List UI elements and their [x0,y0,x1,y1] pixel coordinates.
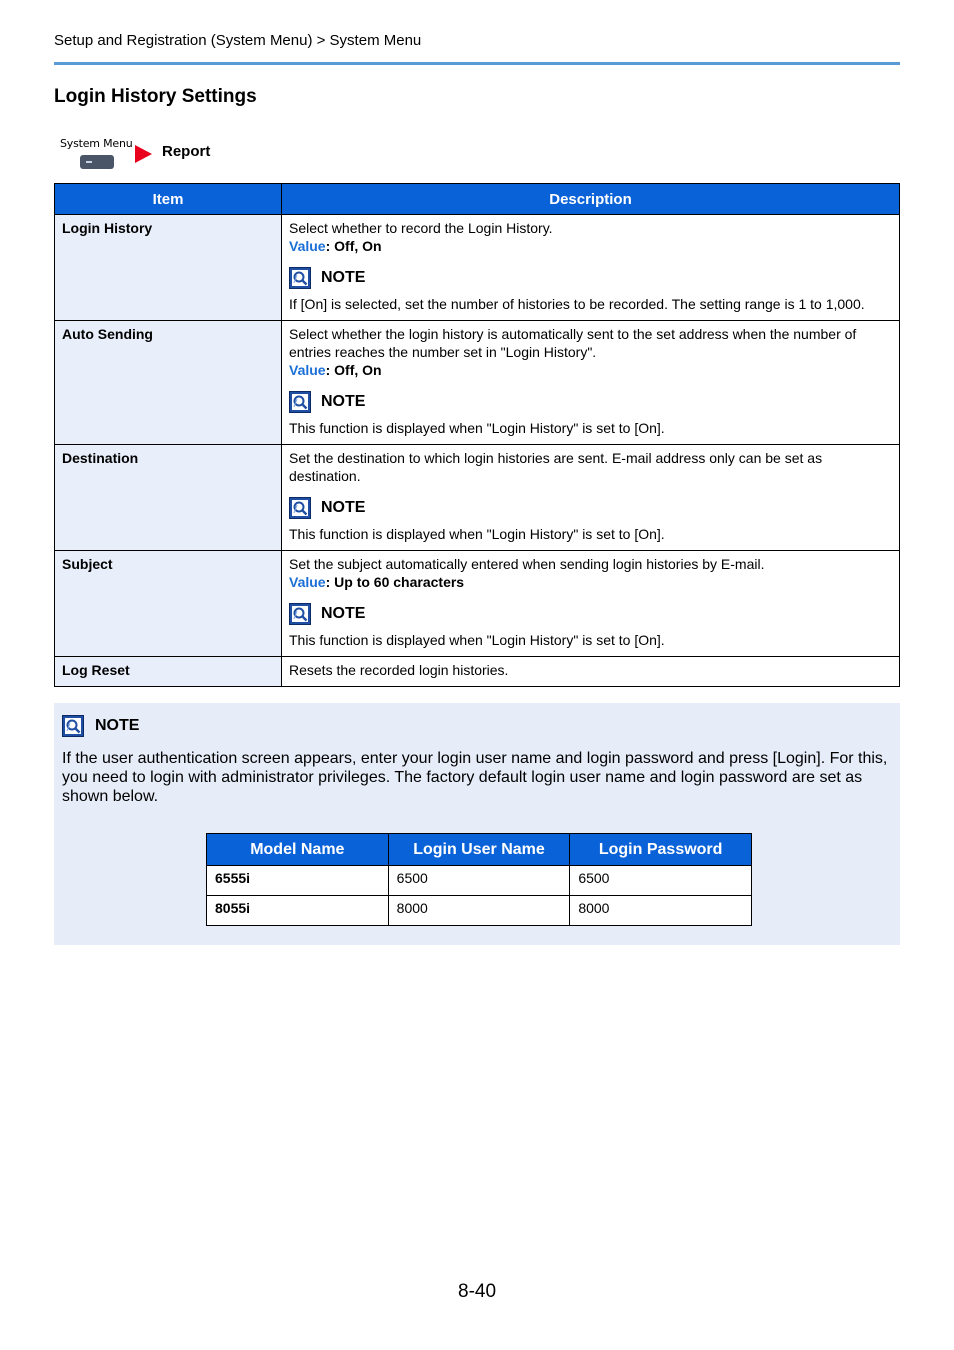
note-icon [289,391,311,413]
setting-item-cell: Subject [55,551,282,657]
setting-value-line [289,361,892,379]
login-password-cell: 8000 [570,896,752,926]
menu-path [58,136,358,176]
note-icon [289,603,311,625]
note-box-header [62,715,139,737]
note-icon [62,715,84,737]
note-title: NOTE [321,499,366,516]
note-title: NOTE [321,393,366,410]
setting-description: Set the destination to which login histories are sent. E-mail address only can be set as destination. [289,450,823,484]
setting-item-cell: Auto Sending [55,321,282,445]
system-menu-key [58,136,133,172]
note-box-title: NOTE [95,717,140,734]
table-row [55,657,900,687]
setting-description-cell [282,321,900,445]
value-label: Value [289,362,326,378]
system-menu-key-label: System Menu [60,137,133,150]
column-header-login-password: Login Password [570,834,752,866]
setting-description-cell [282,215,900,321]
setting-note-text: This function is displayed when "Login History" is set to [On]. [289,526,665,542]
credentials-header-row [207,834,752,866]
table-row [55,445,900,551]
setting-description: Select whether to record the Login History. [289,220,553,236]
setting-item-cell: Destination [55,445,282,551]
column-header-login-user-name: Login User Name [388,834,570,866]
setting-item-cell: Log Reset [55,657,282,687]
setting-value: : Off, On [325,362,382,378]
setting-description: Select whether the login history is automatically sent to the set address when the number of entries reaches the number set in "Login History". [289,326,857,360]
value-label: Value [289,238,326,254]
table-row [55,215,900,321]
setting-note-text: This function is displayed when "Login History" is set to [On]. [289,632,665,648]
setting-description-cell [282,445,900,551]
table-row [55,551,900,657]
note-icon [289,497,311,519]
page-number: 8-40 [458,1281,497,1302]
model-name-cell: 6555i [207,866,389,896]
setting-value-line [289,573,892,591]
setting-note-text: This function is displayed when "Login History" is set to [On]. [289,420,665,436]
note-title: NOTE [321,269,366,286]
arrow-right-icon [135,145,152,163]
note-icon [289,267,311,289]
section-title: Login History Settings [54,86,257,107]
settings-table-header-row [55,184,900,215]
header-rule [54,62,900,65]
setting-note-text: If [On] is selected, set the number of histories to be recorded. The setting range is 1 to 1,000. [289,296,865,312]
note-header [289,601,892,627]
menu-path-target: Report [162,143,211,160]
setting-description-cell [282,657,900,687]
model-name-cell: 8055i [207,896,389,926]
value-label: Value [289,574,326,590]
setting-value: : Up to 60 characters [325,574,465,590]
column-header-item: Item [55,184,282,215]
column-header-description: Description [282,184,900,215]
table-row [207,896,752,926]
setting-description-cell [282,551,900,657]
credentials-table [206,833,752,926]
column-header-model-name: Model Name [207,834,389,866]
system-menu-key-icon [80,155,114,169]
note-header [289,389,892,415]
breadcrumb: Setup and Registration (System Menu) > System Menu [54,32,422,49]
note-title: NOTE [321,605,366,622]
setting-value-line [289,237,892,255]
note-header [289,265,892,291]
setting-item-cell: Login History [55,215,282,321]
table-row [55,321,900,445]
setting-description: Set the subject automatically entered when sending login histories by E-mail. [289,556,765,572]
login-password-cell: 6500 [570,866,752,896]
login-user-name-cell: 6500 [388,866,570,896]
settings-table [54,183,900,687]
note-box-text: If the user authentication screen appears, enter your login user name and login password and press [Login]. For this, you need to login with administrator privileges. The factory default login user name and login password are set as shown below. [62,750,888,805]
table-row [207,866,752,896]
setting-description: Resets the recorded login histories. [289,662,509,678]
login-user-name-cell: 8000 [388,896,570,926]
note-header [289,495,892,521]
setting-value: : Off, On [325,238,382,254]
